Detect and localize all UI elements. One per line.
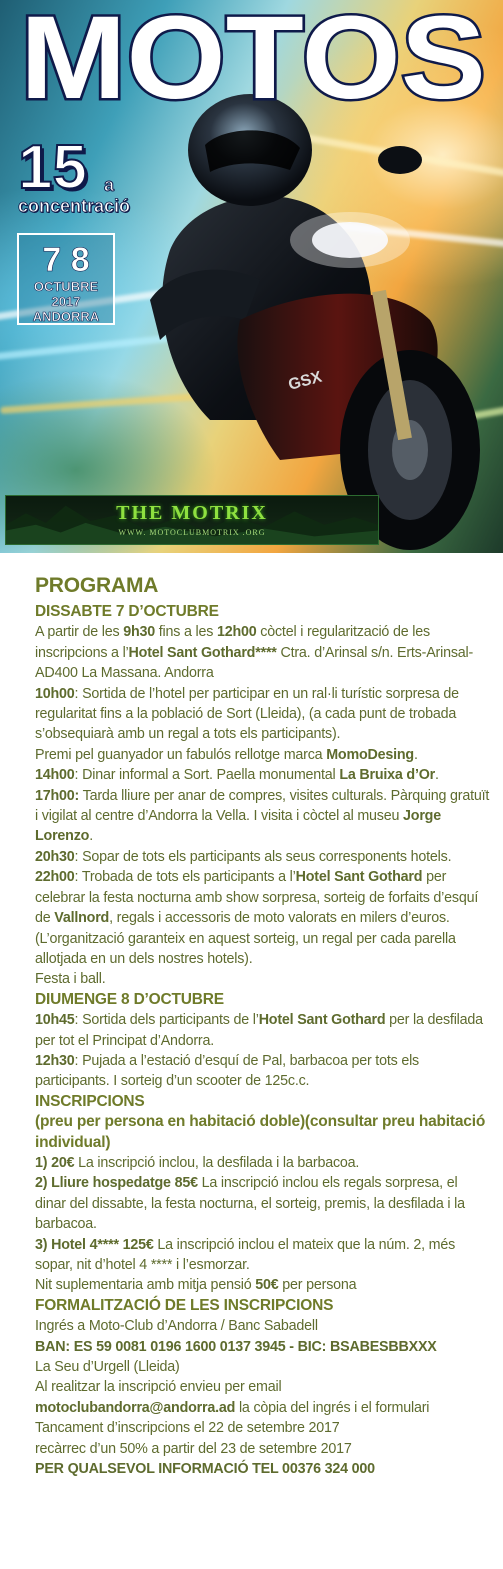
inscriptions-heading: INSCRIPCIONS bbox=[35, 1092, 145, 1110]
sunday-item-parade: 10h45: Sortida dels participants de l’Hotel Sant Gothard per la desfilada per tot el Principat d’Andorra. bbox=[35, 1012, 483, 1049]
saturday-item-prize: Premi pel guanyador un fabulós rellotge marca MomoDesing. bbox=[35, 746, 418, 763]
formalization-bank: Ingrés a Moto-Club d’Andorra / Banc Sabadell bbox=[35, 1318, 318, 1335]
formalization-city: La Seu d’Urgell (Lleida) bbox=[35, 1359, 180, 1376]
contact-email[interactable]: motoclubandorra@andorra.ad bbox=[35, 1399, 236, 1416]
edition-suffix: a bbox=[104, 175, 115, 195]
saturday-item-registration: A partir de les 9h30 fins a les 12h00 còctel i regularització de les inscripcions a l’Hotel Sant Gothard**** Ctra. d’Arinsal s/n. Erts-Arinsal- AD400 La Massana. Andorra bbox=[35, 624, 474, 682]
event-year: 2017 bbox=[51, 294, 81, 309]
saturday-item-afternoon: 17h00: Tarda lliure per anar de compres, visites culturals. Pàrquing gratuït i vigilat al centre d’Andorra la Vella. I visita i còctel al museu Jorge Lorenzo. bbox=[35, 787, 490, 845]
inscriptions-subheading: (preu per persona en habitació doble)(consultar preu habitació individual) bbox=[35, 1113, 486, 1151]
inscription-option-3: 3) Hotel 4**** 125€ La inscripció inclou el mateix que la núm. 2, més sopar, nit d’hotel 4 **** i l’esmorzar. bbox=[35, 1236, 456, 1273]
poster-title bbox=[18, 6, 488, 110]
registration-deadline: Tancament d’inscripcions el 22 de setembre 2017 bbox=[35, 1420, 340, 1437]
inscription-option-1: 1) 20€ La inscripció inclou, la desfilada i la barbacoa. bbox=[35, 1154, 360, 1171]
saturday-item-dinner: 20h30: Sopar de tots els participants als seus corresponents hotels. bbox=[35, 848, 452, 865]
sunday-item-barbecue: 12h30: Pujada a l’estació d’esquí de Pal, barbacoa per tots els participants. I sorteig d’un scooter de 125c.c. bbox=[35, 1052, 420, 1090]
event-date-box bbox=[17, 233, 115, 325]
contact-phone-line: PER QUALSEVOL INFORMACIÓ TEL 00376 324 000 bbox=[35, 1461, 375, 1478]
poster-title-text: MOTOS bbox=[20, 6, 486, 110]
formalization-heading: FORMALITZACIÓ DE LES INSCRIPCIONS bbox=[35, 1296, 334, 1314]
program-section bbox=[0, 553, 503, 1569]
late-surcharge: recàrrec d’un 50% a partir del 23 de setembre 2017 bbox=[35, 1440, 352, 1457]
inscription-extra-night: Nit suplementaria amb mitja pensió 50€ per persona bbox=[35, 1277, 357, 1294]
inscription-option-2: 2) Lliure hospedatge 85€ La inscripció inclou els regals sorpresa, el dinar del dissabte, la festa nocturna, el sorteig, premis, la desfilada i la barbacoa. bbox=[35, 1175, 465, 1233]
club-logo-banner bbox=[5, 495, 379, 545]
saturday-item-dance: Festa i ball. bbox=[35, 971, 106, 988]
saturday-item-rally: 10h00: Sortida de l’hotel per participar en un ral·li turístic sorpresa de regularitat fins a la població de Sort (Lleida), (a cada punt de trobada s’obsequiarà amb un regal a tots els participants). bbox=[35, 685, 459, 743]
poster-subtitle: concentració bbox=[18, 196, 131, 216]
formalization-iban: BAN: ES 59 0081 0196 1600 0137 3945 - BIC: BSABESBBXXX bbox=[35, 1338, 437, 1355]
saturday-item-night-party: 22h00: Trobada de tots els participants a l’Hotel Sant Gothard per celebrar la festa nocturna amb show sorpresa, sorteig de forfaits d’esquí de Vallnord, regals i accessoris de moto valorats en milers d’euros. (L’organització garanteix en aquest sorteig, un regal per cada parella allotjada en un dels nostres hotels). bbox=[35, 869, 479, 967]
event-poster bbox=[0, 0, 503, 553]
edition-number: 15 bbox=[18, 133, 87, 202]
program-heading: PROGRAMA bbox=[35, 574, 159, 597]
event-place: ANDORRA bbox=[32, 309, 100, 324]
saturday-item-lunch: 14h00: Dinar informal a Sort. Paella monumental La Bruixa d’Or. bbox=[35, 767, 439, 784]
formalization-email-instruction: Al realitzar la inscripció envieu per email bbox=[35, 1379, 282, 1396]
formalization-email-line: motoclubandorra@andorra.ad la còpia del ingrés i el formulari bbox=[35, 1399, 430, 1416]
event-month: OCTUBRE bbox=[33, 279, 99, 294]
club-logo-url: WWW. MOTOCLUBMOTRIX .ORG bbox=[118, 528, 266, 537]
svg-text:GSX: GSX bbox=[286, 368, 324, 394]
club-logo-name: THE MOTRIX bbox=[116, 502, 268, 524]
event-days: 7 8 bbox=[42, 241, 90, 279]
motorcycle-rider-illustration bbox=[130, 90, 503, 553]
sunday-heading: DIUMENGE 8 D’OCTUBRE bbox=[35, 990, 224, 1008]
saturday-heading: DISSABTE 7 D’OCTUBRE bbox=[35, 603, 219, 620]
